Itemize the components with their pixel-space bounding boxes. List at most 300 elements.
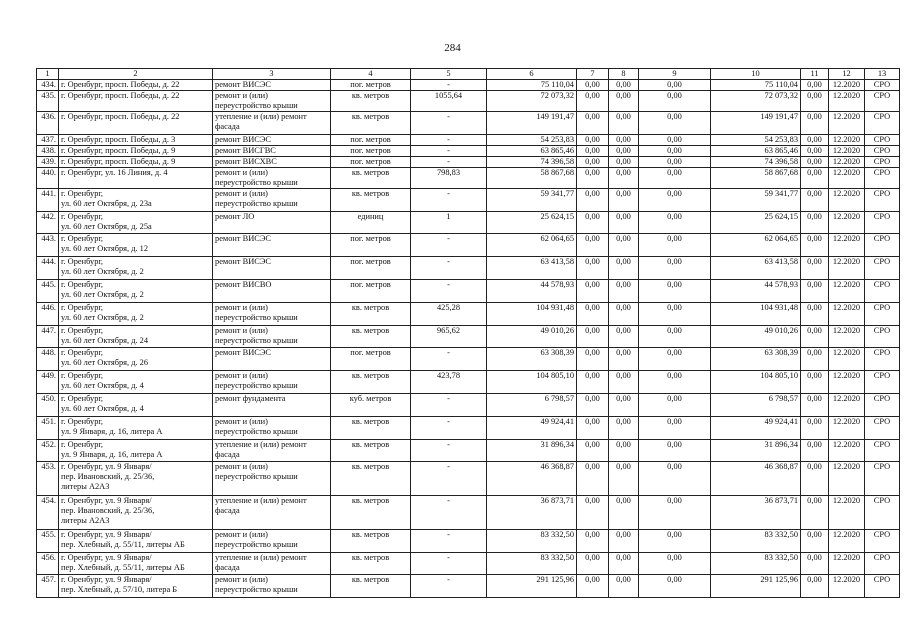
cell-deadline: 12.2020	[829, 371, 865, 394]
cell-fund-regional: 0,00	[609, 135, 639, 146]
cell-method: СРО	[865, 212, 900, 234]
cell-deadline: 12.2020	[829, 135, 865, 146]
cell-row-index: 439.	[37, 157, 59, 168]
cell-fund-federal: 0,00	[577, 348, 609, 371]
cell-unit: пог. метров	[331, 257, 411, 280]
cell-fund-federal: 0,00	[577, 553, 609, 575]
capital-repair-table	[36, 68, 900, 598]
cell-unit-cost: 0,00	[801, 394, 829, 417]
cell-deadline: 12.2020	[829, 112, 865, 135]
cell-volume: -	[411, 394, 487, 417]
cell-deadline: 12.2020	[829, 462, 865, 496]
cell-fund-owners: 291 125,96	[711, 575, 801, 598]
cell-address: г. Оренбург, ул. 16 Линия, д. 4	[59, 168, 213, 189]
cell-unit: кв. метров	[331, 440, 411, 462]
cell-method: СРО	[865, 371, 900, 394]
cell-fund-regional: 0,00	[609, 91, 639, 112]
cell-fund-local: 0,00	[639, 280, 711, 303]
cell-method: СРО	[865, 280, 900, 303]
cell-fund-owners: 72 073,32	[711, 91, 801, 112]
cell-method: СРО	[865, 189, 900, 212]
cell-fund-owners: 74 396,58	[711, 157, 801, 168]
cell-unit: пог. метров	[331, 234, 411, 257]
cell-fund-owners: 63 413,58	[711, 257, 801, 280]
cell-fund-local: 0,00	[639, 303, 711, 326]
cell-fund-regional: 0,00	[609, 440, 639, 462]
cell-fund-owners: 104 805,10	[711, 371, 801, 394]
cell-address: г. Оренбург, ул. 60 лет Октября, д. 24	[59, 326, 213, 348]
cell-method: СРО	[865, 168, 900, 189]
cell-deadline: 12.2020	[829, 157, 865, 168]
cell-unit-cost: 0,00	[801, 280, 829, 303]
cell-volume: -	[411, 440, 487, 462]
cell-row-index: 454.	[37, 496, 59, 530]
cell-method: СРО	[865, 157, 900, 168]
cell-row-index: 434.	[37, 80, 59, 91]
cell-unit-cost: 0,00	[801, 440, 829, 462]
cell-row-index: 442.	[37, 212, 59, 234]
cell-method: СРО	[865, 326, 900, 348]
cell-row-index: 441.	[37, 189, 59, 212]
cell-unit-cost: 0,00	[801, 496, 829, 530]
cell-deadline: 12.2020	[829, 280, 865, 303]
cell-work-type: ремонт ВИСЭС	[213, 257, 331, 280]
cell-method: СРО	[865, 575, 900, 598]
cell-row-index: 453.	[37, 462, 59, 496]
cell-volume: 1	[411, 212, 487, 234]
cell-fund-regional: 0,00	[609, 280, 639, 303]
cell-method: СРО	[865, 91, 900, 112]
cell-method: СРО	[865, 530, 900, 553]
cell-unit-cost: 0,00	[801, 91, 829, 112]
cell-fund-owners: 149 191,47	[711, 112, 801, 135]
cell-fund-local: 0,00	[639, 257, 711, 280]
cell-fund-federal: 0,00	[577, 280, 609, 303]
cell-fund-federal: 0,00	[577, 575, 609, 598]
table-row	[37, 303, 900, 326]
column-number-2: 2	[59, 69, 213, 80]
table-row	[37, 371, 900, 394]
cell-method: СРО	[865, 348, 900, 371]
cell-work-type: ремонт и (или) переустройство крыши	[213, 530, 331, 553]
cell-work-type: ремонт ВИСВО	[213, 280, 331, 303]
cell-fund-regional: 0,00	[609, 371, 639, 394]
cell-fund-local: 0,00	[639, 440, 711, 462]
cell-unit-cost: 0,00	[801, 234, 829, 257]
cell-deadline: 12.2020	[829, 417, 865, 440]
cell-fund-local: 0,00	[639, 234, 711, 257]
cell-deadline: 12.2020	[829, 348, 865, 371]
cell-volume: -	[411, 530, 487, 553]
cell-row-index: 448.	[37, 348, 59, 371]
cell-total-cost: 54 253,83	[487, 135, 577, 146]
cell-row-index: 455.	[37, 530, 59, 553]
cell-unit-cost: 0,00	[801, 168, 829, 189]
cell-method: СРО	[865, 496, 900, 530]
cell-total-cost: 74 396,58	[487, 157, 577, 168]
cell-fund-federal: 0,00	[577, 257, 609, 280]
cell-fund-owners: 54 253,83	[711, 135, 801, 146]
table-row	[37, 280, 900, 303]
column-number-5: 5	[411, 69, 487, 80]
cell-volume: -	[411, 146, 487, 157]
column-number-row	[37, 69, 900, 80]
cell-fund-federal: 0,00	[577, 157, 609, 168]
cell-work-type: ремонт и (или) переустройство крыши	[213, 462, 331, 496]
cell-deadline: 12.2020	[829, 496, 865, 530]
cell-unit: кв. метров	[331, 371, 411, 394]
cell-fund-regional: 0,00	[609, 496, 639, 530]
column-number-3: 3	[213, 69, 331, 80]
cell-volume: -	[411, 80, 487, 91]
cell-unit-cost: 0,00	[801, 348, 829, 371]
column-number-13: 13	[865, 69, 900, 80]
cell-fund-local: 0,00	[639, 417, 711, 440]
cell-volume: -	[411, 135, 487, 146]
table-row	[37, 189, 900, 212]
cell-row-index: 450.	[37, 394, 59, 417]
cell-unit-cost: 0,00	[801, 371, 829, 394]
cell-fund-federal: 0,00	[577, 417, 609, 440]
cell-unit: пог. метров	[331, 80, 411, 91]
cell-fund-local: 0,00	[639, 168, 711, 189]
cell-total-cost: 62 064,65	[487, 234, 577, 257]
cell-row-index: 435.	[37, 91, 59, 112]
cell-work-type: ремонт ВИСЭС	[213, 135, 331, 146]
cell-fund-federal: 0,00	[577, 530, 609, 553]
table-row	[37, 417, 900, 440]
cell-fund-local: 0,00	[639, 326, 711, 348]
cell-work-type: утепление и (или) ремонт фасада	[213, 553, 331, 575]
cell-fund-local: 0,00	[639, 462, 711, 496]
cell-fund-owners: 44 578,93	[711, 280, 801, 303]
cell-fund-local: 0,00	[639, 530, 711, 553]
cell-row-index: 456.	[37, 553, 59, 575]
cell-fund-regional: 0,00	[609, 462, 639, 496]
cell-fund-regional: 0,00	[609, 189, 639, 212]
cell-address: г. Оренбург, просп. Победы, д. 9	[59, 157, 213, 168]
cell-fund-regional: 0,00	[609, 212, 639, 234]
cell-total-cost: 104 805,10	[487, 371, 577, 394]
cell-unit: кв. метров	[331, 189, 411, 212]
cell-address: г. Оренбург, ул. 9 Января, д. 16, литера А	[59, 440, 213, 462]
cell-unit-cost: 0,00	[801, 326, 829, 348]
cell-unit-cost: 0,00	[801, 257, 829, 280]
cell-volume: 423,78	[411, 371, 487, 394]
table-row	[37, 257, 900, 280]
cell-method: СРО	[865, 394, 900, 417]
cell-address: г. Оренбург, просп. Победы, д. 22	[59, 91, 213, 112]
cell-fund-local: 0,00	[639, 80, 711, 91]
cell-method: СРО	[865, 112, 900, 135]
cell-work-type: ремонт ВИСЭС	[213, 80, 331, 91]
cell-fund-regional: 0,00	[609, 553, 639, 575]
cell-fund-regional: 0,00	[609, 348, 639, 371]
cell-deadline: 12.2020	[829, 530, 865, 553]
cell-address: г. Оренбург, просп. Победы, д. 3	[59, 135, 213, 146]
cell-address: г. Оренбург, ул. 60 лет Октября, д. 12	[59, 234, 213, 257]
cell-fund-local: 0,00	[639, 348, 711, 371]
column-number-12: 12	[829, 69, 865, 80]
cell-volume: -	[411, 234, 487, 257]
cell-fund-owners: 104 931,48	[711, 303, 801, 326]
cell-address: г. Оренбург, ул. 60 лет Октября, д. 4	[59, 371, 213, 394]
cell-method: СРО	[865, 146, 900, 157]
cell-method: СРО	[865, 417, 900, 440]
cell-fund-regional: 0,00	[609, 80, 639, 91]
cell-total-cost: 25 624,15	[487, 212, 577, 234]
cell-volume: -	[411, 417, 487, 440]
cell-unit-cost: 0,00	[801, 530, 829, 553]
cell-unit-cost: 0,00	[801, 212, 829, 234]
cell-fund-federal: 0,00	[577, 168, 609, 189]
cell-work-type: ремонт ВИСГВС	[213, 146, 331, 157]
table-row	[37, 326, 900, 348]
cell-unit-cost: 0,00	[801, 303, 829, 326]
cell-row-index: 457.	[37, 575, 59, 598]
cell-volume: -	[411, 496, 487, 530]
cell-work-type: ремонт ЛО	[213, 212, 331, 234]
column-number-10: 10	[711, 69, 801, 80]
cell-fund-federal: 0,00	[577, 496, 609, 530]
cell-address: г. Оренбург, ул. 60 лет Октября, д. 25а	[59, 212, 213, 234]
cell-volume: 425,28	[411, 303, 487, 326]
cell-address: г. Оренбург, ул. 9 Января/ пер. Ивановский, д. 25/36, литеры А2А3	[59, 496, 213, 530]
cell-unit-cost: 0,00	[801, 146, 829, 157]
cell-fund-local: 0,00	[639, 157, 711, 168]
cell-fund-federal: 0,00	[577, 112, 609, 135]
cell-unit-cost: 0,00	[801, 157, 829, 168]
cell-unit-cost: 0,00	[801, 575, 829, 598]
cell-total-cost: 49 010,26	[487, 326, 577, 348]
cell-volume: -	[411, 112, 487, 135]
cell-fund-owners: 63 865,46	[711, 146, 801, 157]
cell-fund-regional: 0,00	[609, 303, 639, 326]
cell-deadline: 12.2020	[829, 91, 865, 112]
cell-fund-regional: 0,00	[609, 575, 639, 598]
cell-unit: кв. метров	[331, 462, 411, 496]
cell-fund-owners: 49 010,26	[711, 326, 801, 348]
cell-work-type: утепление и (или) ремонт фасада	[213, 440, 331, 462]
cell-unit-cost: 0,00	[801, 462, 829, 496]
cell-total-cost: 75 110,04	[487, 80, 577, 91]
cell-deadline: 12.2020	[829, 212, 865, 234]
table-row	[37, 348, 900, 371]
cell-work-type: ремонт ВИСХВС	[213, 157, 331, 168]
cell-fund-local: 0,00	[639, 91, 711, 112]
column-number-6: 6	[487, 69, 577, 80]
cell-total-cost: 58 867,68	[487, 168, 577, 189]
cell-address: г. Оренбург, ул. 9 Января/ пер. Хлебный, д. 57/10, литера Б	[59, 575, 213, 598]
table-row	[37, 462, 900, 496]
cell-unit: кв. метров	[331, 575, 411, 598]
cell-work-type: утепление и (или) ремонт фасада	[213, 496, 331, 530]
cell-fund-local: 0,00	[639, 575, 711, 598]
cell-unit: кв. метров	[331, 112, 411, 135]
column-number-4: 4	[331, 69, 411, 80]
cell-volume: -	[411, 280, 487, 303]
cell-row-index: 440.	[37, 168, 59, 189]
cell-fund-local: 0,00	[639, 371, 711, 394]
cell-fund-local: 0,00	[639, 553, 711, 575]
table-row	[37, 440, 900, 462]
cell-fund-local: 0,00	[639, 496, 711, 530]
column-number-8: 8	[609, 69, 639, 80]
cell-total-cost: 44 578,93	[487, 280, 577, 303]
cell-fund-federal: 0,00	[577, 91, 609, 112]
cell-unit: кв. метров	[331, 496, 411, 530]
cell-fund-owners: 49 924,41	[711, 417, 801, 440]
cell-unit: пог. метров	[331, 157, 411, 168]
cell-fund-federal: 0,00	[577, 80, 609, 91]
cell-unit-cost: 0,00	[801, 112, 829, 135]
cell-address: г. Оренбург, ул. 60 лет Октября, д. 23а	[59, 189, 213, 212]
cell-deadline: 12.2020	[829, 303, 865, 326]
table-row	[37, 212, 900, 234]
cell-total-cost: 63 413,58	[487, 257, 577, 280]
cell-fund-federal: 0,00	[577, 234, 609, 257]
cell-unit: пог. метров	[331, 146, 411, 157]
table-row	[37, 394, 900, 417]
cell-volume: -	[411, 189, 487, 212]
cell-address: г. Оренбург, просп. Победы, д. 9	[59, 146, 213, 157]
cell-row-index: 452.	[37, 440, 59, 462]
cell-fund-federal: 0,00	[577, 303, 609, 326]
cell-method: СРО	[865, 553, 900, 575]
cell-fund-regional: 0,00	[609, 157, 639, 168]
cell-volume: -	[411, 462, 487, 496]
cell-work-type: ремонт и (или) переустройство крыши	[213, 168, 331, 189]
column-number-9: 9	[639, 69, 711, 80]
table-row	[37, 234, 900, 257]
cell-fund-owners: 75 110,04	[711, 80, 801, 91]
cell-method: СРО	[865, 303, 900, 326]
cell-fund-local: 0,00	[639, 135, 711, 146]
cell-total-cost: 59 341,77	[487, 189, 577, 212]
cell-fund-owners: 63 308,39	[711, 348, 801, 371]
cell-fund-regional: 0,00	[609, 394, 639, 417]
cell-work-type: ремонт и (или) переустройство крыши	[213, 417, 331, 440]
cell-volume: 1055,64	[411, 91, 487, 112]
cell-address: г. Оренбург, ул. 9 Января/ пер. Ивановский, д. 25/36, литеры А2А3	[59, 462, 213, 496]
table-row	[37, 80, 900, 91]
cell-unit: кв. метров	[331, 417, 411, 440]
cell-address: г. Оренбург, ул. 9 Января, д. 16, литера А	[59, 417, 213, 440]
cell-deadline: 12.2020	[829, 80, 865, 91]
cell-fund-owners: 59 341,77	[711, 189, 801, 212]
column-number-11: 11	[801, 69, 829, 80]
cell-total-cost: 83 332,50	[487, 553, 577, 575]
cell-address: г. Оренбург, ул. 9 Января/ пер. Хлебный, д. 55/11, литеры АБ	[59, 553, 213, 575]
table-row	[37, 157, 900, 168]
cell-total-cost: 63 865,46	[487, 146, 577, 157]
cell-total-cost: 36 873,71	[487, 496, 577, 530]
cell-fund-owners: 62 064,65	[711, 234, 801, 257]
cell-fund-owners: 58 867,68	[711, 168, 801, 189]
cell-fund-owners: 36 873,71	[711, 496, 801, 530]
cell-deadline: 12.2020	[829, 553, 865, 575]
cell-unit: кв. метров	[331, 553, 411, 575]
cell-deadline: 12.2020	[829, 234, 865, 257]
cell-fund-federal: 0,00	[577, 212, 609, 234]
cell-address: г. Оренбург, просп. Победы, д. 22	[59, 112, 213, 135]
cell-fund-regional: 0,00	[609, 146, 639, 157]
cell-fund-federal: 0,00	[577, 440, 609, 462]
cell-work-type: ремонт и (или) переустройство крыши	[213, 371, 331, 394]
cell-fund-regional: 0,00	[609, 326, 639, 348]
cell-method: СРО	[865, 135, 900, 146]
cell-fund-local: 0,00	[639, 189, 711, 212]
cell-fund-federal: 0,00	[577, 146, 609, 157]
cell-total-cost: 83 332,50	[487, 530, 577, 553]
cell-work-type: ремонт и (или) переустройство крыши	[213, 326, 331, 348]
table-row	[37, 112, 900, 135]
cell-row-index: 451.	[37, 417, 59, 440]
cell-address: г. Оренбург, ул. 60 лет Октября, д. 26	[59, 348, 213, 371]
cell-unit: куб. метров	[331, 394, 411, 417]
table-row	[37, 168, 900, 189]
cell-address: г. Оренбург, ул. 60 лет Октября, д. 2	[59, 257, 213, 280]
cell-fund-local: 0,00	[639, 212, 711, 234]
cell-volume: -	[411, 553, 487, 575]
cell-unit: пог. метров	[331, 348, 411, 371]
cell-method: СРО	[865, 440, 900, 462]
cell-method: СРО	[865, 80, 900, 91]
cell-deadline: 12.2020	[829, 326, 865, 348]
cell-work-type: ремонт фундамента	[213, 394, 331, 417]
cell-fund-federal: 0,00	[577, 462, 609, 496]
cell-fund-owners: 83 332,50	[711, 530, 801, 553]
cell-volume: 965,62	[411, 326, 487, 348]
column-number-1: 1	[37, 69, 59, 80]
cell-unit-cost: 0,00	[801, 135, 829, 146]
table-row	[37, 496, 900, 530]
cell-fund-local: 0,00	[639, 394, 711, 417]
column-number-7: 7	[577, 69, 609, 80]
cell-fund-owners: 6 798,57	[711, 394, 801, 417]
cell-fund-regional: 0,00	[609, 530, 639, 553]
cell-deadline: 12.2020	[829, 575, 865, 598]
cell-total-cost: 291 125,96	[487, 575, 577, 598]
cell-work-type: ремонт и (или) переустройство крыши	[213, 303, 331, 326]
cell-unit: кв. метров	[331, 530, 411, 553]
table-body	[37, 69, 900, 598]
table-row	[37, 135, 900, 146]
cell-work-type: ремонт и (или) переустройство крыши	[213, 189, 331, 212]
cell-fund-owners: 83 332,50	[711, 553, 801, 575]
cell-deadline: 12.2020	[829, 440, 865, 462]
cell-row-index: 437.	[37, 135, 59, 146]
cell-method: СРО	[865, 462, 900, 496]
table-row	[37, 553, 900, 575]
cell-row-index: 449.	[37, 371, 59, 394]
cell-fund-regional: 0,00	[609, 417, 639, 440]
cell-work-type: ремонт ВИСЭС	[213, 234, 331, 257]
cell-row-index: 446.	[37, 303, 59, 326]
cell-fund-federal: 0,00	[577, 135, 609, 146]
cell-fund-federal: 0,00	[577, 371, 609, 394]
cell-total-cost: 149 191,47	[487, 112, 577, 135]
table-row	[37, 91, 900, 112]
cell-deadline: 12.2020	[829, 257, 865, 280]
page-number: 284	[444, 42, 461, 54]
cell-work-type: ремонт и (или) переустройство крыши	[213, 575, 331, 598]
cell-total-cost: 72 073,32	[487, 91, 577, 112]
table-row	[37, 530, 900, 553]
cell-total-cost: 46 368,87	[487, 462, 577, 496]
cell-volume: -	[411, 348, 487, 371]
cell-fund-federal: 0,00	[577, 394, 609, 417]
